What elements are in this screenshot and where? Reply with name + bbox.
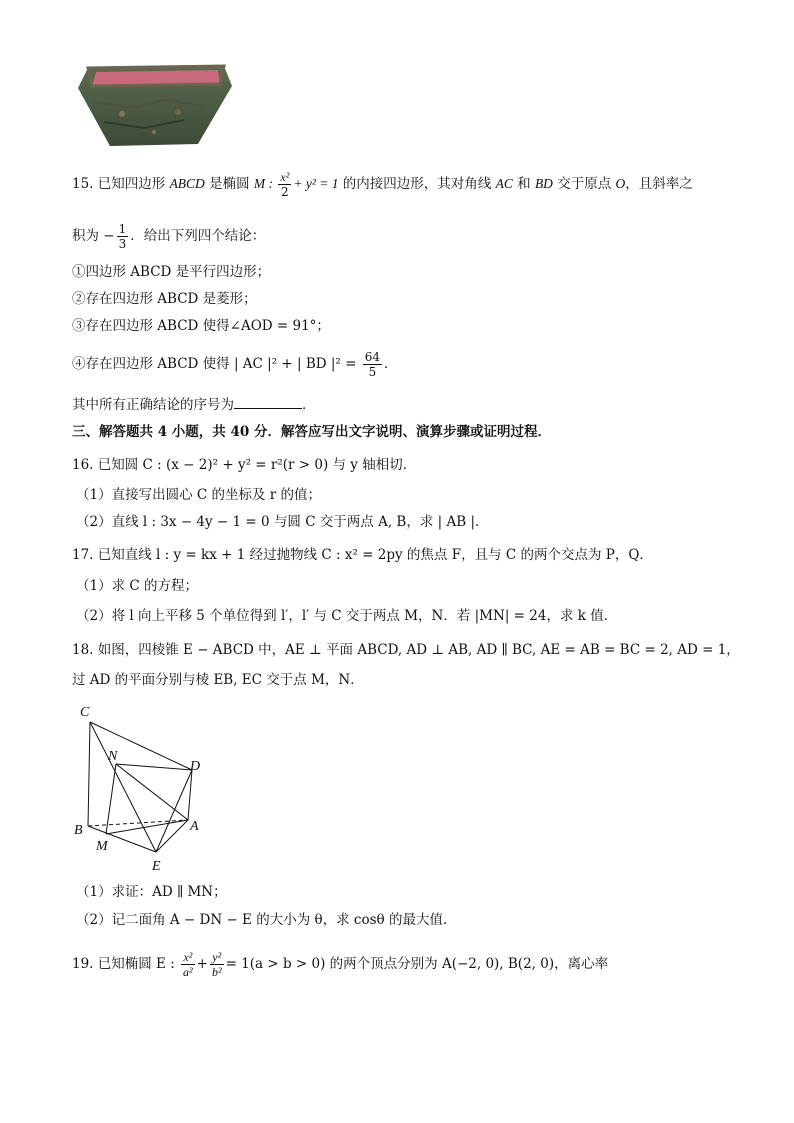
q17-part-2: （2）将 l 向上平移 5 个单位得到 l′，l′ 与 C 交于两点 M，N．若 |MN| = 24，求 k 值． <box>76 608 618 624</box>
q15-conclusion-4 <box>72 350 398 379</box>
q15-ask <box>72 394 316 415</box>
fraction-numerator: x² <box>280 170 290 184</box>
q15-text: 是椭圆 <box>204 176 254 192</box>
q15-line-1 <box>72 170 693 199</box>
q18-stem-2: 过 AD 的平面分别与棱 EB, EC 交于点 M，N． <box>72 672 364 688</box>
q16-part-1: （1）直接写出圆心 C 的坐标及 r 的值； <box>76 487 322 503</box>
label-N: N <box>108 749 118 764</box>
label-D: D <box>190 759 201 774</box>
q18-part-2: （2）记二面角 A − DN − E 的大小为 θ，求 cosθ 的最大值． <box>76 912 457 928</box>
q15-origin: O <box>615 176 626 191</box>
q15-text: 的内接四边形，其对角线 <box>338 176 496 192</box>
fraction-denominator: 5 <box>368 365 377 379</box>
q18-stem-1: 18. 如图，四棱锥 E − ABCD 中，AE ⊥ 平面 ABCD, AD ⊥ AB, AD ∥ BC, AE = AB = BC = 2, AD = 1， <box>72 642 740 658</box>
q15-text: 交于原点 <box>552 176 616 192</box>
section-heading: 三、解答题共 4 小题，共 40 分．解答应写出文字说明、演算步骤或证明过程． <box>72 424 551 440</box>
q15-ellipse-name: M : <box>253 176 277 191</box>
q15-line-2 <box>72 222 265 251</box>
fraction-numerator: 1 <box>118 222 127 236</box>
q15-abcd: ABCD <box>169 176 205 191</box>
q15-text: ．给出下列四个结论： <box>130 228 266 244</box>
q15-bd: BD <box>534 176 553 191</box>
q15-conclusion-3: ③存在四边形 ABCD 使得∠AOD = 91°； <box>72 318 330 334</box>
q15-conclusion-2: ②存在四边形 ABCD 是菱形； <box>72 291 257 307</box>
fraction-denominator: 3 <box>118 237 127 251</box>
q15-slope-sign: − <box>103 228 115 244</box>
q15-slope-fraction <box>117 222 129 251</box>
q19-fraction-x <box>181 950 195 979</box>
q15-text: ． <box>384 356 398 372</box>
q15-text: ④存在四边形 ABCD 使得 | AC |² + | BD |² = <box>72 356 361 372</box>
label-E: E <box>152 859 161 874</box>
label-C: C <box>80 705 90 720</box>
edge-NA <box>116 764 188 820</box>
label-A: A <box>190 819 199 834</box>
pyramid-figure <box>68 700 218 878</box>
q17-stem: 17. 已知直线 l : y = kx + 1 经过抛物线 C : x² = 2py 的焦点 F，且与 C 的两个交点为 P，Q． <box>72 547 653 563</box>
q15-ac: AC <box>495 176 513 191</box>
q19-stem <box>72 950 608 979</box>
edge-DE <box>156 770 192 852</box>
edge-CD <box>90 722 192 770</box>
q15-text: 15. 已知四边形 <box>72 176 170 192</box>
q15-text: 其中所有正确结论的序号为 <box>72 397 234 413</box>
fraction-denominator: 2 <box>281 185 289 199</box>
vessel-photo <box>74 62 234 148</box>
answer-blank <box>234 394 302 409</box>
q15-text: ，且斜率之 <box>625 176 693 192</box>
q19-plus: + <box>196 956 208 972</box>
fraction-numerator: y² <box>210 950 224 965</box>
edge-CB <box>88 722 90 826</box>
q15-ellipse-rest: + y² = 1 <box>293 176 339 191</box>
edge-NM <box>106 764 116 834</box>
q19-text: 19. 已知椭圆 E : <box>72 956 180 972</box>
q16-stem: 16. 已知圆 C : (x − 2)² + y² = r²(r > 0) 与 y 轴相切． <box>72 457 417 473</box>
q16-part-2: （2）直线 l : 3x − 4y − 1 = 0 与圆 C 交于两点 A, B，求 | AB |． <box>76 514 489 530</box>
q17-part-1: （1）求 C 的方程； <box>76 578 199 594</box>
q15-ellipse-fraction <box>278 170 291 199</box>
fraction-denominator: a² <box>183 965 193 979</box>
fraction-denominator: b² <box>211 965 222 979</box>
q19-text: = 1(a > b > 0) 的两个顶点分别为 A(−2, 0), B(2, 0)，离心率 <box>225 956 609 972</box>
q18-part-1: （1）求证：AD ∥ MN； <box>76 884 227 900</box>
q19-fraction-y <box>210 950 224 979</box>
fraction-numerator: x² <box>181 950 195 965</box>
q15-conclusion-1: ①四边形 ABCD 是平行四边形； <box>72 264 271 280</box>
q15-text: 和 <box>512 176 535 192</box>
label-B: B <box>74 823 83 838</box>
q15-text: 积为 <box>72 228 104 244</box>
label-M: M <box>96 839 108 854</box>
q15-text: ． <box>302 397 316 413</box>
fraction-numerator: 64 <box>364 350 381 364</box>
q15-c4-fraction <box>363 350 382 379</box>
